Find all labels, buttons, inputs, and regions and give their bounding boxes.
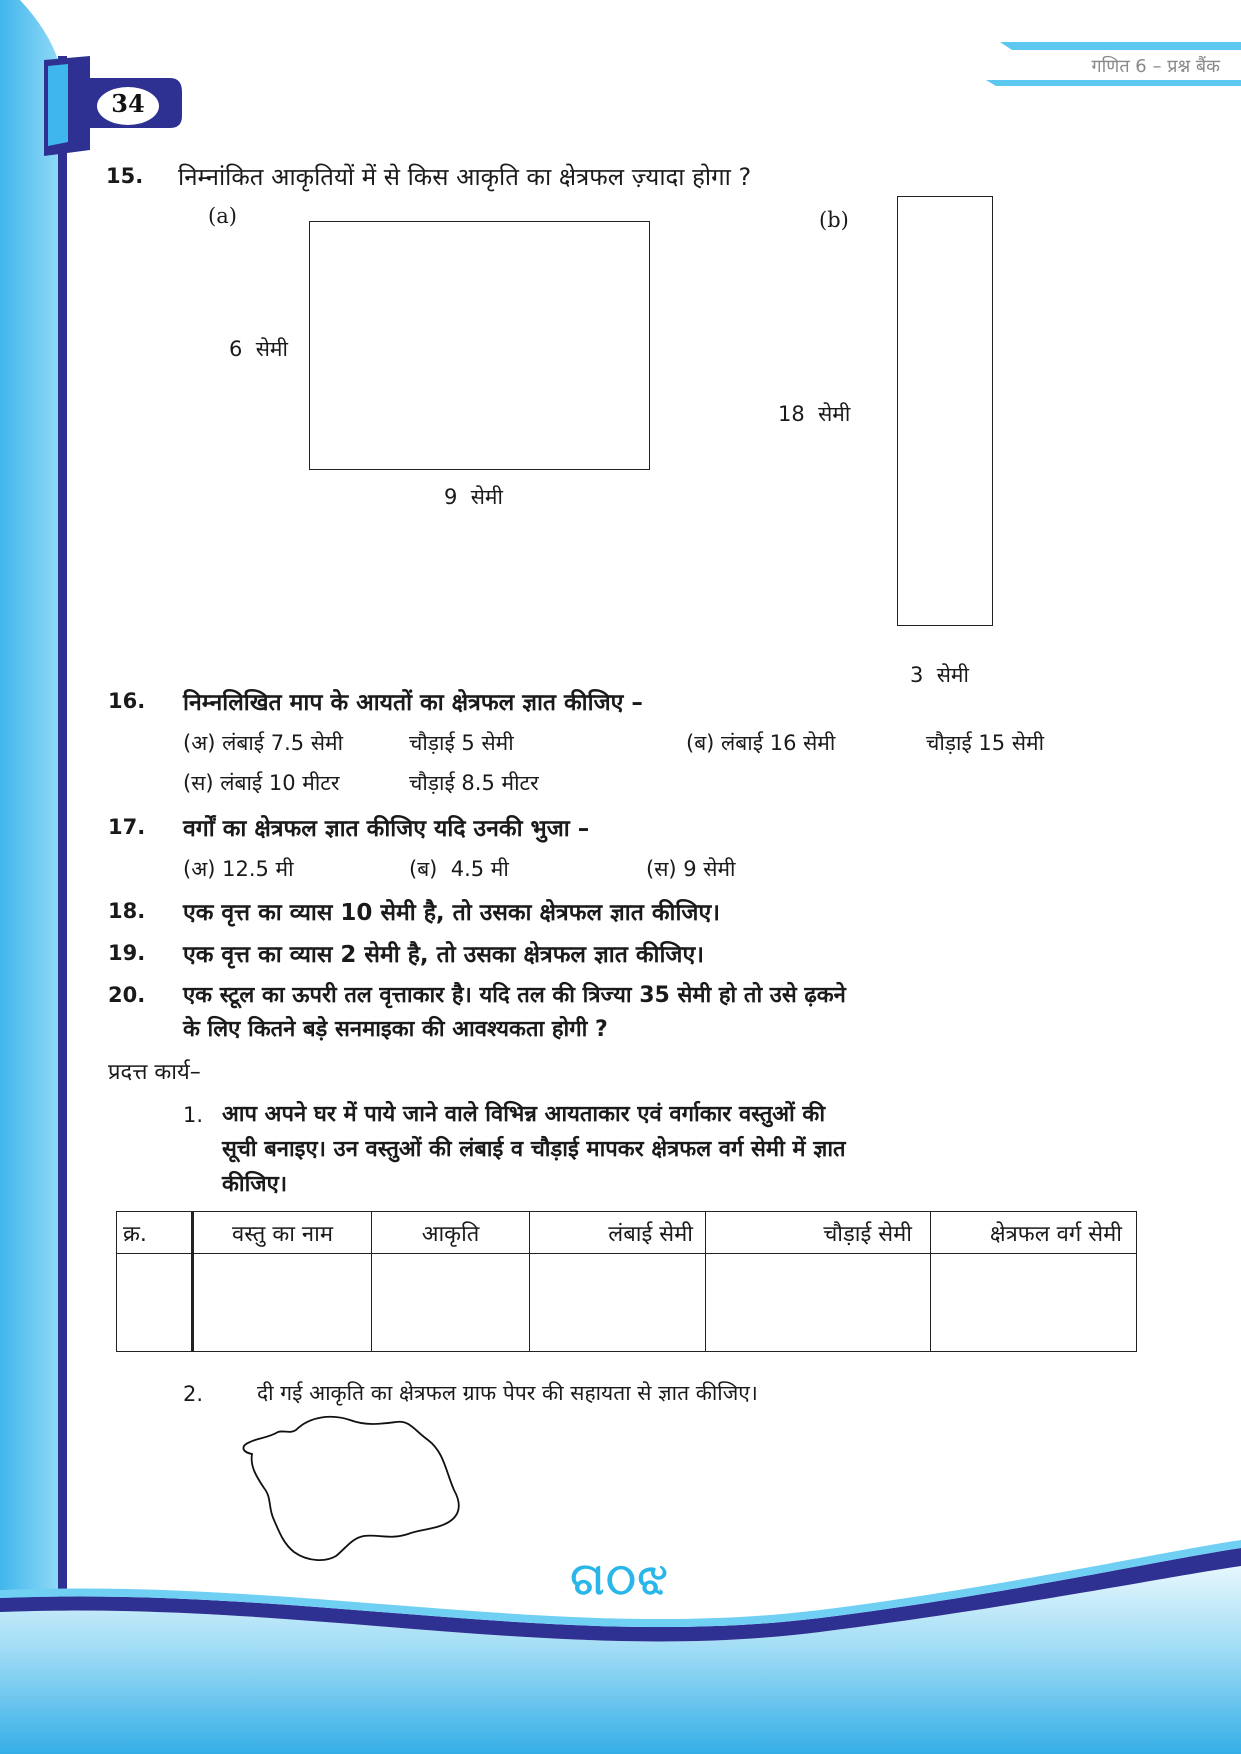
figure-b-width-label: 3 सेमी (910, 663, 969, 687)
question-18-text: एक वृत्त का व्यास 10 सेमी है, तो उसका क्षेत्रफल ज्ञात कीजिए। (183, 900, 720, 926)
table-cell (193, 1254, 372, 1352)
task-1-number: 1. (183, 1103, 204, 1127)
table-row (117, 1254, 1137, 1352)
q16-option-c-width: चौड़ाई 8.5 मीटर (409, 771, 539, 795)
header-item-name: वस्तु का नाम (232, 1221, 333, 1247)
q17-option-b: (ब) 4.5 मी (409, 857, 509, 881)
question-19-number: 19. (108, 941, 146, 965)
table-cell (530, 1254, 706, 1352)
question-15-number: 15. (106, 164, 144, 188)
table-cell (372, 1254, 530, 1352)
q16-option-a-length: (अ) लंबाई 7.5 सेमी (183, 731, 344, 755)
q16-option-b-length: (ब) लंबाई 16 सेमी (686, 731, 836, 755)
task-1-line2: सूची बनाइए। उन वस्तुओं की लंबाई व चौड़ाई मापकर क्षेत्रफल वर्ग सेमी में ज्ञात (222, 1137, 846, 1162)
table-header-cell (931, 1212, 1137, 1254)
measurement-table (116, 1211, 1137, 1352)
table-cell (117, 1254, 193, 1352)
question-15-text: निम्नांकित आकृतियों में से किस आकृति का क्षेत्रफल ज़्यादा होगा ? (178, 163, 752, 191)
header-shape: आकृति (421, 1221, 480, 1247)
running-header: गणित 6 – प्रश्न बैंक (1091, 56, 1220, 77)
table-cell (931, 1254, 1137, 1352)
question-18-number: 18. (108, 899, 146, 923)
question-16-text: निम्नलिखित माप के आयतों का क्षेत्रफल ज्ञात कीजिए – (183, 690, 643, 716)
figure-a-rectangle (309, 221, 650, 470)
page-number: 34 (111, 89, 145, 118)
irregular-shape-figure (240, 1410, 480, 1570)
header-serial: क्र. (123, 1221, 147, 1247)
table-header-cell (117, 1212, 193, 1254)
question-19-text: एक वृत्त का व्यास 2 सेमी है, तो उसका क्षेत्रफल ज्ञात कीजिए। (183, 942, 704, 968)
table-header-cell (706, 1212, 931, 1254)
header-length: लंबाई सेमी (608, 1221, 693, 1247)
question-20-text-line1: एक स्टूल का ऊपरी तल वृत्ताकार है। यदि तल की त्रिज्या 35 सेमी हो तो उसे ढ़कने (183, 983, 846, 1008)
q17-option-c: (स) 9 सेमी (646, 857, 736, 881)
question-20-number: 20. (108, 983, 146, 1007)
q16-option-a-width: चौड़ाई 5 सेमी (409, 731, 514, 755)
figure-a-height-label: 6 सेमी (229, 337, 288, 361)
figure-a-tag: (a) (208, 204, 237, 228)
q16-option-c-length: (स) लंबाई 10 मीटर (183, 771, 340, 795)
table-header-row (117, 1212, 1137, 1254)
q16-option-b-width: चौड़ाई 15 सेमी (926, 731, 1045, 755)
footer-logo: ଗଠଝ (570, 1554, 670, 1605)
figure-b-rectangle (897, 196, 993, 626)
question-20-text-line2: के लिए कितने बड़े सनमाइका की आवश्यकता होगी ? (183, 1017, 608, 1042)
figure-b-tag: (b) (819, 208, 849, 232)
table-header-cell (530, 1212, 706, 1254)
figure-a-width-label: 9 सेमी (444, 485, 503, 509)
task-2-number: 2. (183, 1382, 204, 1406)
header-width: चौड़ाई सेमी (823, 1221, 912, 1247)
figure-b-height-label: 18 सेमी (778, 402, 851, 426)
table-header-cell (372, 1212, 530, 1254)
table-header-cell (193, 1212, 372, 1254)
header-area: क्षेत्रफल वर्ग सेमी (989, 1221, 1122, 1247)
question-16-number: 16. (108, 689, 146, 713)
question-17-number: 17. (108, 815, 146, 839)
table-cell (706, 1254, 931, 1352)
q17-option-a: (अ) 12.5 मी (183, 857, 294, 881)
task-1-line1: आप अपने घर में पाये जाने वाले विभिन्न आयताकार एवं वर्गाकार वस्तुओं की (222, 1102, 826, 1127)
question-17-text: वर्गों का क्षेत्रफल ज्ञात कीजिए यदि उनकी भुजा – (183, 816, 590, 842)
task-1-line3: कीजिए। (222, 1172, 288, 1197)
task-2-text: दी गई आकृति का क्षेत्रफल ग्राफ पेपर की सहायता से ज्ञात कीजिए। (257, 1381, 758, 1405)
assignment-heading: प्रदत्त कार्य– (108, 1060, 201, 1085)
